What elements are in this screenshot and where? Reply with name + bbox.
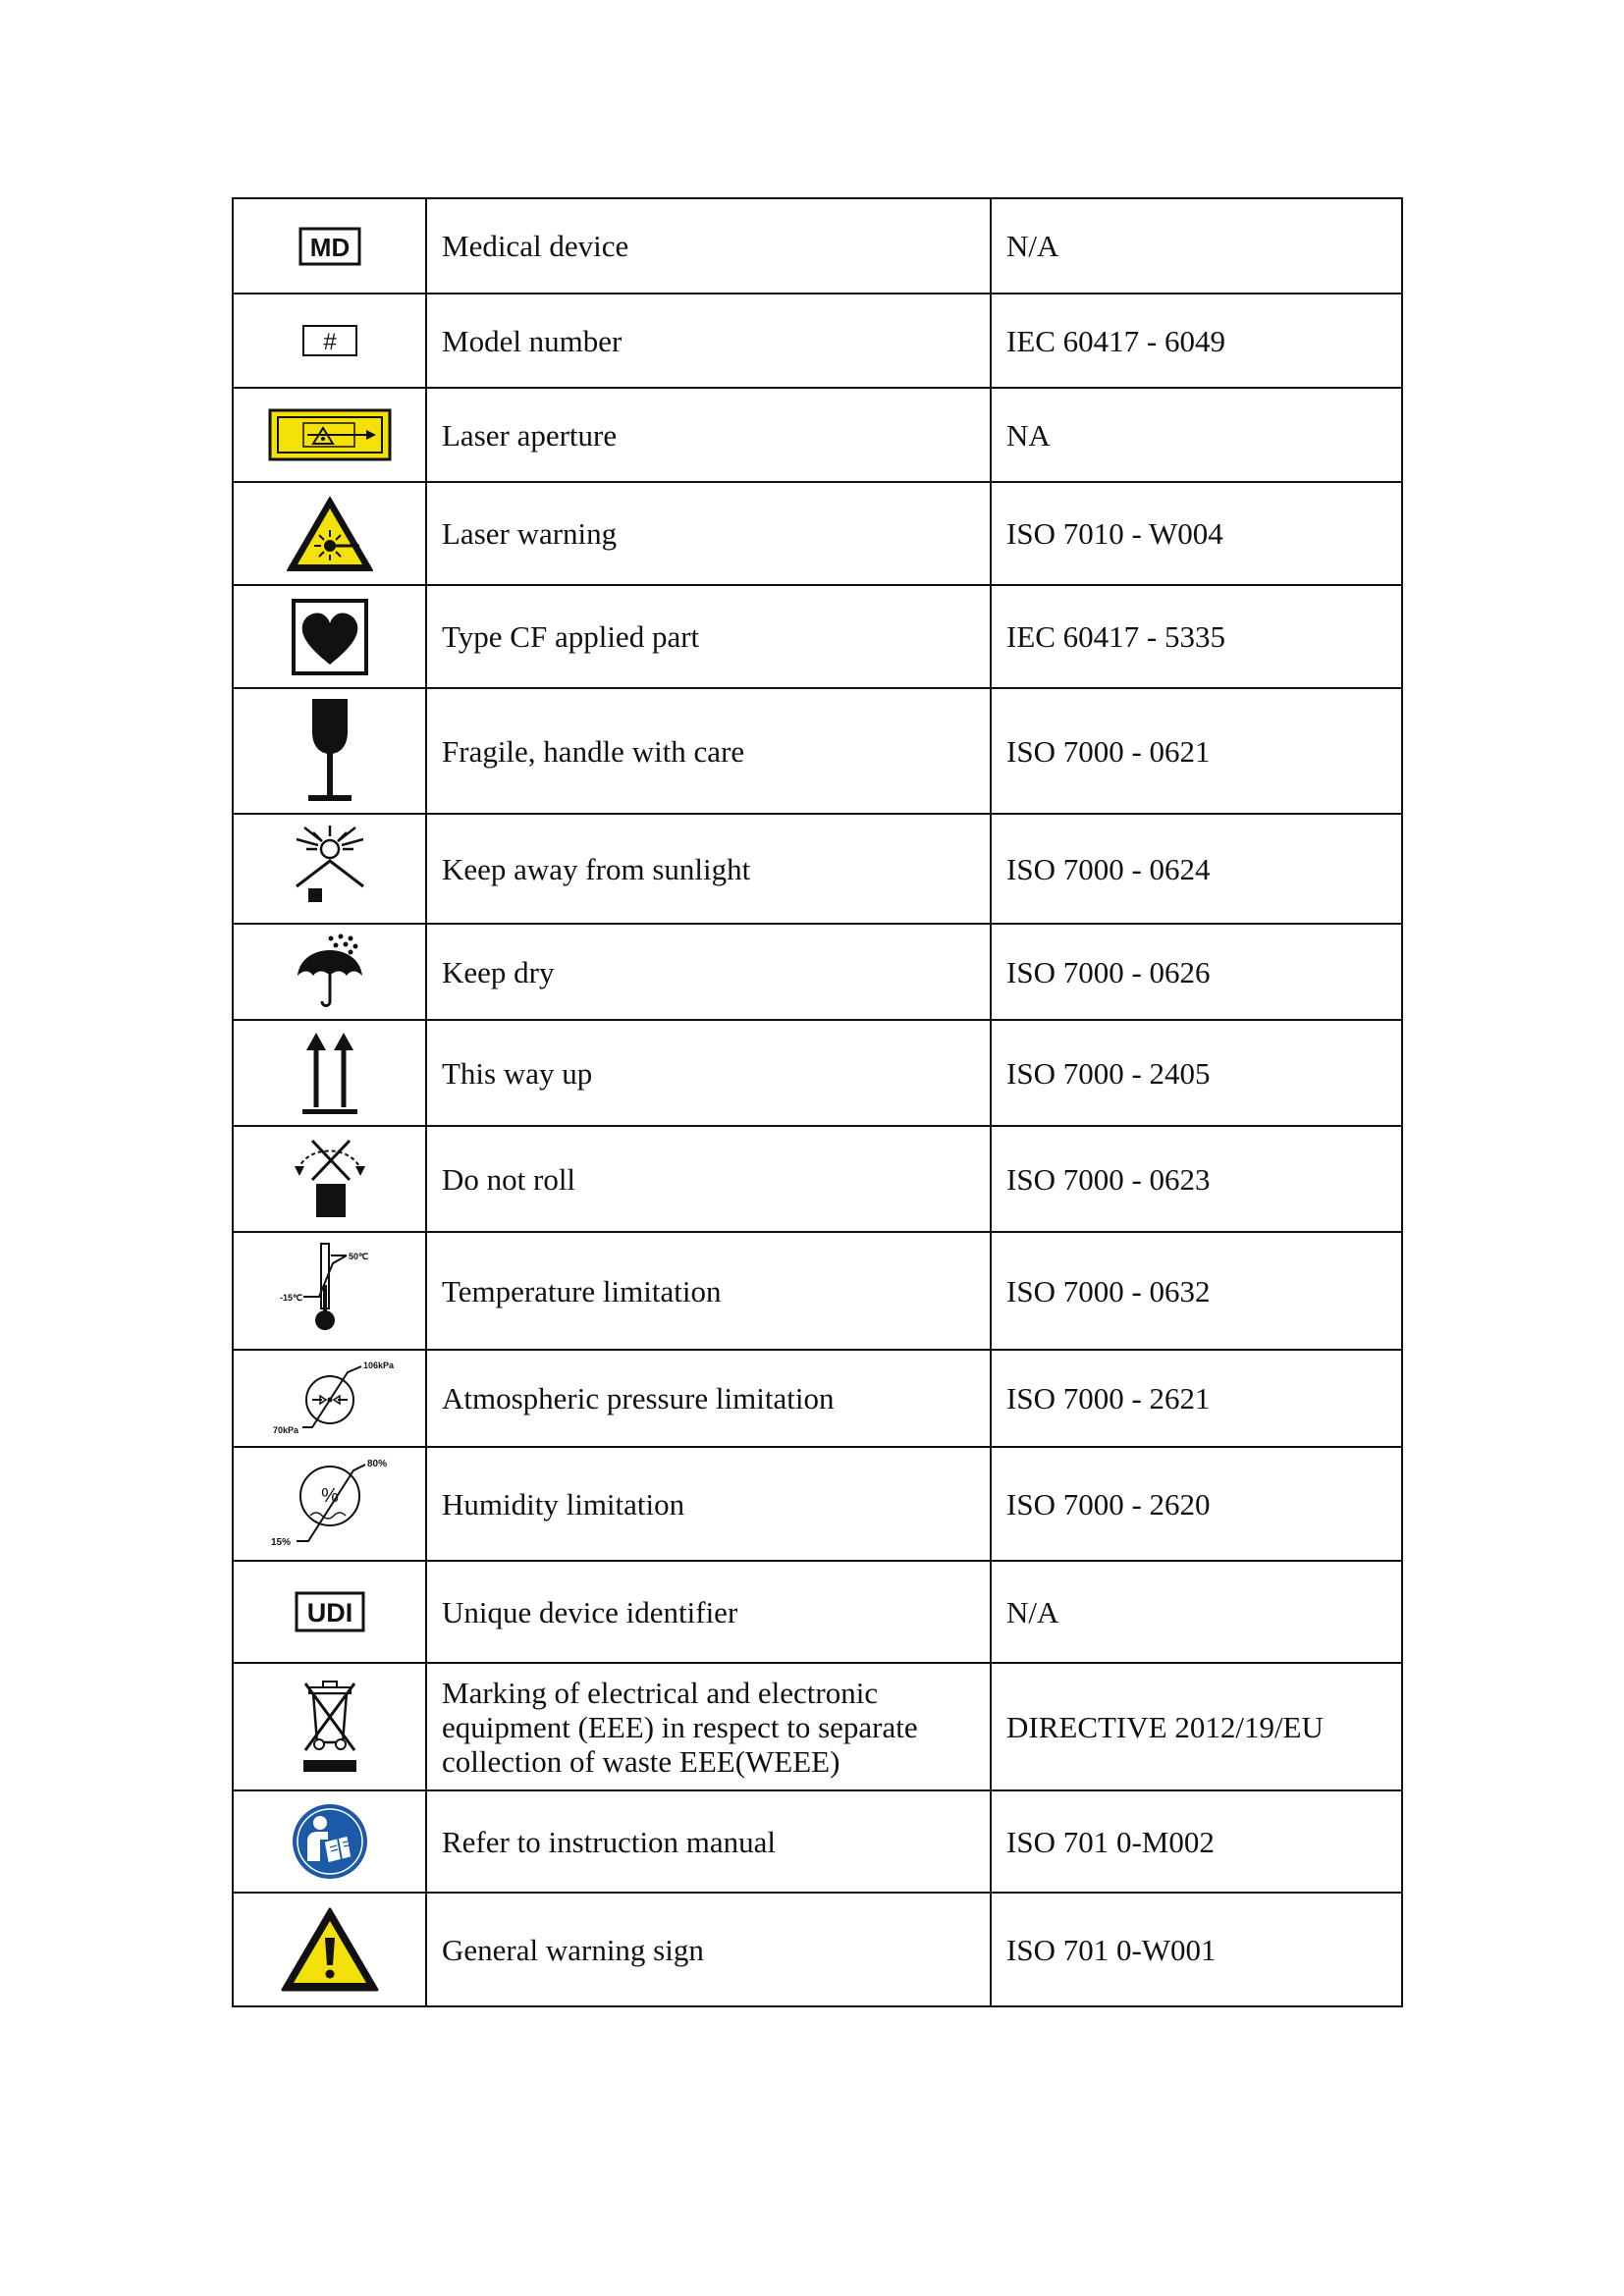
laser-aperture-icon	[268, 408, 392, 461]
fragile-glass-icon	[300, 697, 359, 805]
icon-cell	[233, 1663, 426, 1790]
standard-cell: ISO 7000 - 2405	[991, 1020, 1402, 1126]
table-row	[233, 585, 1402, 688]
standard-cell: ISO 7010 - W004	[991, 482, 1402, 585]
svg-text:70kPa: 70kPa	[272, 1424, 298, 1435]
table-row	[233, 1663, 1402, 1790]
standard-cell: IEC 60417 - 6049	[991, 294, 1402, 388]
description-cell: Laser aperture	[426, 388, 991, 482]
umbrella-icon	[294, 933, 366, 1011]
svg-text:UDI: UDI	[306, 1598, 352, 1628]
description-cell: Do not roll	[426, 1126, 991, 1232]
standard-cell: N/A	[991, 1561, 1402, 1663]
description-cell: Model number	[426, 294, 991, 388]
description-cell: Unique device identifier	[426, 1561, 991, 1663]
standard-cell: ISO 701 0-W001	[991, 1893, 1402, 2006]
table-row	[233, 388, 1402, 482]
laser-warning-icon	[285, 495, 375, 573]
description-cell: Laser warning	[426, 482, 991, 585]
standard-cell: ISO 7000 - 0623	[991, 1126, 1402, 1232]
table-row	[233, 924, 1402, 1020]
table-row	[233, 1561, 1402, 1663]
table-row	[233, 1126, 1402, 1232]
table-row	[233, 294, 1402, 388]
icon-cell	[233, 198, 426, 294]
hash-box-icon	[301, 324, 358, 357]
icon-cell	[233, 688, 426, 814]
description-cell: Fragile, handle with care	[426, 688, 991, 814]
description-cell: Temperature limitation	[426, 1232, 991, 1350]
table-row	[233, 1232, 1402, 1350]
table-row	[233, 1447, 1402, 1561]
description-cell: Refer to instruction manual	[426, 1790, 991, 1893]
standard-cell: ISO 7000 - 0632	[991, 1232, 1402, 1350]
standard-cell: ISO 701 0-M002	[991, 1790, 1402, 1893]
this-way-up-icon	[298, 1031, 361, 1115]
udi-box-icon	[295, 1591, 365, 1632]
svg-text:15%: 15%	[270, 1537, 291, 1548]
standard-cell: ISO 7000 - 2621	[991, 1350, 1402, 1447]
description-cell: Humidity limitation	[426, 1447, 991, 1561]
description-cell: This way up	[426, 1020, 991, 1126]
icon-cell	[233, 814, 426, 924]
icon-cell	[233, 388, 426, 482]
icon-cell	[233, 1893, 426, 2006]
description-cell: Keep dry	[426, 924, 991, 1020]
icon-cell	[233, 924, 426, 1020]
svg-text:MD: MD	[309, 232, 350, 262]
icon-cell	[233, 1447, 426, 1561]
md-box-icon	[298, 227, 361, 266]
svg-text:#: #	[322, 329, 337, 355]
humidity-icon	[251, 1457, 408, 1551]
standard-cell: ISO 7000 - 0624	[991, 814, 1402, 924]
icon-cell	[233, 1790, 426, 1893]
thermometer-icon	[266, 1242, 394, 1340]
table-row	[233, 1020, 1402, 1126]
standard-cell: ISO 7000 - 0626	[991, 924, 1402, 1020]
standard-cell: ISO 7000 - 2620	[991, 1447, 1402, 1561]
icon-cell	[233, 1232, 426, 1350]
table-row	[233, 814, 1402, 924]
standard-cell: ISO 7000 - 0621	[991, 688, 1402, 814]
do-not-roll-icon	[289, 1137, 371, 1221]
standard-cell: DIRECTIVE 2012/19/EU	[991, 1663, 1402, 1790]
icon-cell	[233, 1350, 426, 1447]
description-cell: Atmospheric pressure limitation	[426, 1350, 991, 1447]
svg-text:106kPa: 106kPa	[362, 1360, 394, 1370]
description-cell: Marking of electrical and electronic equipment (EEE) in respect to separate collection of waste EEE(WEEE)	[426, 1663, 991, 1790]
standard-cell: N/A	[991, 198, 1402, 294]
icon-cell	[233, 585, 426, 688]
table-row	[233, 688, 1402, 814]
icon-cell	[233, 482, 426, 585]
table-row	[233, 198, 1402, 294]
svg-text:50℃: 50℃	[348, 1252, 368, 1261]
heart-box-icon	[291, 598, 369, 676]
standard-cell: IEC 60417 - 5335	[991, 585, 1402, 688]
description-cell: Keep away from sunlight	[426, 814, 991, 924]
description-cell: General warning sign	[426, 1893, 991, 2006]
table-row	[233, 482, 1402, 585]
svg-text:80%: 80%	[366, 1459, 387, 1469]
svg-text:-15℃: -15℃	[279, 1293, 302, 1303]
icon-cell	[233, 294, 426, 388]
sunlight-icon	[283, 824, 377, 914]
instruction-manual-icon	[291, 1802, 369, 1881]
icon-cell	[233, 1020, 426, 1126]
table-row	[233, 1893, 1402, 2006]
table-row	[233, 1350, 1402, 1447]
weee-bin-icon	[298, 1678, 362, 1776]
svg-text:%: %	[320, 1485, 339, 1507]
description-cell: Medical device	[426, 198, 991, 294]
table-row	[233, 1790, 1402, 1893]
description-cell: Type CF applied part	[426, 585, 991, 688]
icon-cell	[233, 1561, 426, 1663]
symbols-table	[232, 197, 1403, 2007]
general-warning-icon	[280, 1906, 380, 1993]
standard-cell: NA	[991, 388, 1402, 482]
pressure-icon	[251, 1359, 408, 1439]
icon-cell	[233, 1126, 426, 1232]
